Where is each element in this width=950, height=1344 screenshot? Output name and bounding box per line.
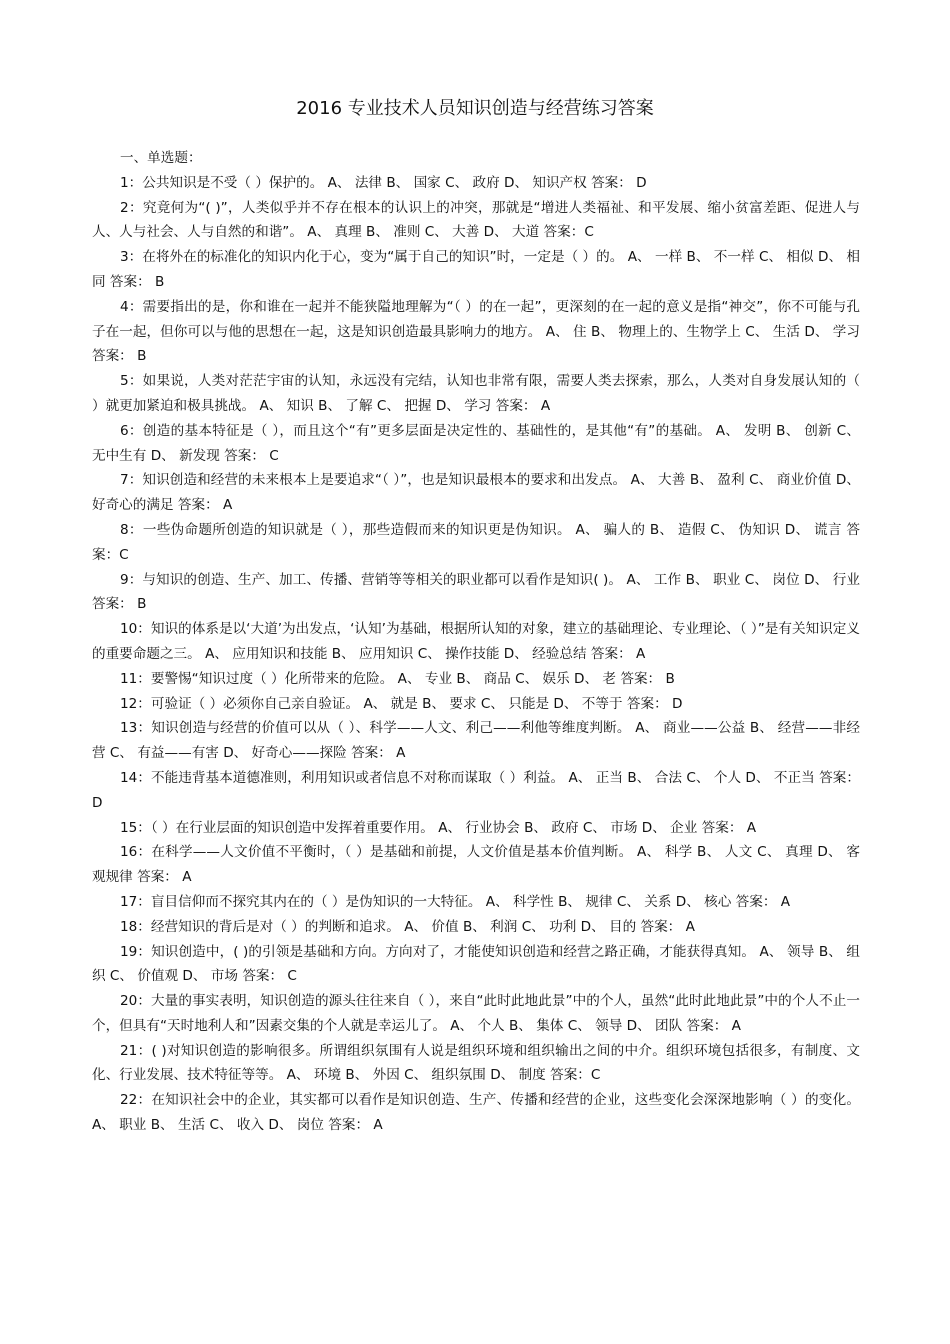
question-18: 18：经营知识的背后是对（ ）的判断和追求。 A、 价值 B、 利润 C、 功利 D、 目的 答案： A [120, 918, 695, 935]
question-22: 22：在知识社会中的企业，其实都可以看作是知识创造、生产、传播和经营的企业，这些变化会深深地影响（ ）的变化。 A、 职业 B、 生活 C、 收入 D、 岗位 答案： A [92, 1092, 860, 1134]
question-5: 5：如果说，人类对茫茫宇宙的认知，永远没有完结，认知也非常有限，需要人类去探索，那么，人类对自身发展认知的（ ）就更加紧迫和极具挑战。 A、 知识 B、 了解 C、 把握 D、 学习 答案： A [92, 373, 860, 414]
question-14: 14：不能违背基本道德准则，利用知识或者信息不对称而谋取（ ）利益。 A、 正当 B、 合法 C、 个人 D、 不正当 答案： D [92, 769, 860, 811]
question-10: 10：知识的体系是以‘大道’为出发点，‘认知’为基础，根据所认知的对象，建立的基础理论、专业理论、（ ）”是有关知识定义的重要命题之三。 A、 应用知识和技能 B、 应用知识 C、 操作技能 D、 经验总结 答案： A [92, 621, 860, 662]
question-4: 4：需要指出的是，你和谁在一起并不能狭隘地理解为“（ ）的在一起”，更深刻的在一起的意义是指“神交”，你不可能与孔子在一起，但你可以与他的思想在一起，这是知识创造最具影响力的地方。 A、 住 B、 物理上的、生物学上 C、 生活 D、 学习 答案： B [92, 298, 860, 365]
question-9: 9：与知识的创造、生产、加工、传播、营销等等相关的职业都可以看作是知识( )。 A、 工作 B、 职业 C、 岗位 D、 行业 答案： B [92, 571, 860, 613]
question-13: 13：知识创造与经营的价值可以从（ ）、科学——人文、利己——利他等维度判断。 A、 商业——公益 B、 经营——非经营 C、 有益——有害 D、 好奇心——探险 答案： A [92, 720, 860, 762]
question-19: 19：知识创造中，( )的引领是基础和方向。方向对了，才能使知识创造和经营之路正确，才能获得真知。 A、 领导 B、 组织 C、 价值观 D、 市场 答案： C [92, 943, 860, 985]
question-21: 21：( )对知识创造的影响很多。所谓组织氛围有人说是组织环境和组织输出之间的中介。组织环境包括很多，有制度、文化、行业发展、技术特征等等。 A、 环境 B、 外因 C、 组织氛围 D、 制度 答案：C [92, 1042, 860, 1084]
question-12: 12：可验证（ ）必须你自己亲自验证。 A、 就是 B、 要求 C、 只能是 D、 不等于 答案： D [120, 695, 683, 712]
question-2: 2：究竟何为“( )”，人类似乎并不存在根本的认识上的冲突，那就是“增进人类福祉、和平发展、缩小贫富差距、促进人与人、人与社会、人与自然的和谐”。 A、 真理 B、 准则 C、 大善 D、 大道 答案：C [92, 199, 860, 241]
question-15: 15：（ ）在行业层面的知识创造中发挥着重要作用。 A、 行业协会 B、 政府 C、 市场 D、 企业 答案： A [120, 819, 757, 836]
section-heading: 一、单选题： [120, 150, 202, 166]
document-body [92, 146, 860, 1138]
document-title: 2016 专业技术人员知识创造与经营练习答案 [296, 98, 654, 119]
question-6: 6：创造的基本特征是（ ），而且这个“有”更多层面是决定性的、基础性的，是其他“有”的基础。 A、 发明 B、 创新 C、 无中生有 D、 新发现 答案： C [92, 422, 860, 464]
question-8: 8：一些伪命题所创造的知识就是（ ），那些造假而来的知识更是伪知识。 A、 骗人的 B、 造假 C、 伪知识 D、 谎言 答案：C [92, 521, 860, 563]
question-1: 1：公共知识是不受（ ）保护的。 A、 法律 B、 国家 C、 政府 D、 知识产权 答案： D [120, 174, 647, 191]
question-3: 3：在将外在的标准化的知识内化于心，变为“属于自己的知识”时，一定是（ ）的。 A、 一样 B、 不一样 C、 相似 D、 相同 答案： B [92, 249, 860, 290]
question-11: 11：要警惕“知识过度（ ）化所带来的危险。 A、 专业 B、 商品 C、 娱乐 D、 老 答案： B [120, 670, 675, 687]
question-7: 7：知识创造和经营的未来根本上是要追求“（ ）”，也是知识最根本的要求和出发点。 A、 大善 B、 盈利 C、 商业价值 D、 好奇心的满足 答案： A [92, 472, 860, 514]
question-17: 17：盲目信仰而不探究其内在的（ ）是伪知识的一大特征。 A、 科学性 B、 规律 C、 关系 D、 核心 答案： A [120, 893, 791, 910]
question-20: 20：大量的事实表明，知识创造的源头往往来自（ ），来自“此时此地此景”中的个人，虽然“此时此地此景”中的个人不止一个，但具有“天时地利人和”因素交集的个人就是幸运儿了。 A、 个人 B、 集体 C、 领导 D、 团队 答案： A [92, 993, 860, 1034]
question-16: 16：在科学——人文价值不平衡时，（ ）是基础和前提，人文价值是基本价值判断。 A、 科学 B、 人文 C、 真理 D、 客观规律 答案： A [92, 844, 860, 886]
